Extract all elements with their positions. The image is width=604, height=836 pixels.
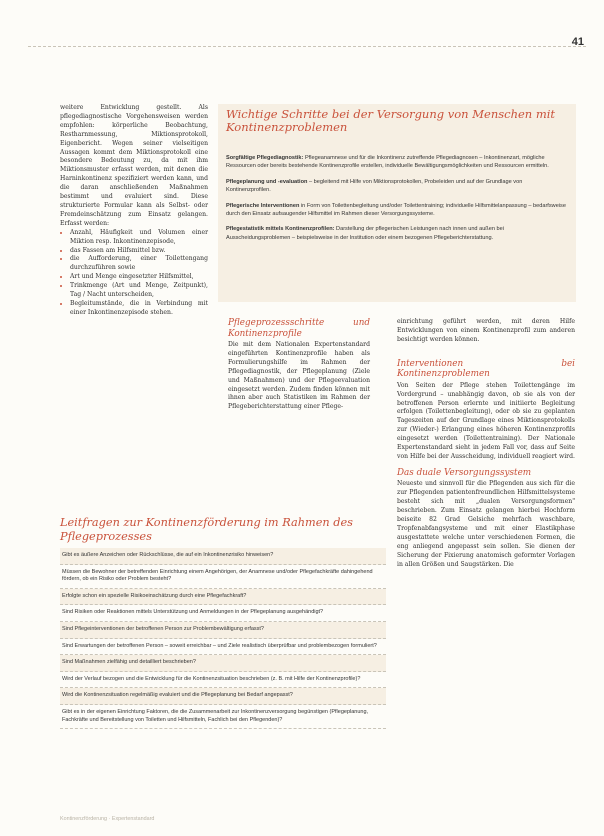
guide-question: Sind Pflegeinterventionen der betroffenen Person zur Problembewältigung erfasst? [60, 622, 386, 639]
guide-question: Erfolgte schon ein spezielle Risikoeinschätzung durch eine Pflegefachkraft? [60, 589, 386, 606]
info-box-paragraph: Pflegestatistik mittels Kontinenzprofilen: Darstellung der pflegerischen Leistungen nach innen und außen bei Ausscheidungsproblemen – beispielsweise in der Institution oder einem bezogenen Pflegeberichterstattung. [226, 226, 504, 241]
right-column [397, 318, 575, 569]
guide-question: Sind Risiken oder Reaktionen mittels Unterstützung und Anmeldungen in der Pflegeplanung ausgehändigt? [60, 605, 386, 622]
info-box-title: Wichtige Schritte bei der Versorgung von Menschen mit Kontinenzproblemen [226, 107, 556, 134]
guide-question: Müssen die Bewohner der betreffenden Einrichtung einem Angehörigen, der Anamnese und/oder Pflegefachkräfte dahingehend fördern, ob ein Risiko oder Problem besteht? [60, 565, 386, 589]
list-item: • das Fassen am Hilfsmittel bzw. [70, 247, 208, 256]
list-item: • die Aufforderung, einer Toilettengang durchzuführen sowie [70, 255, 208, 273]
info-box-paragraph: Pflegeplanung und -evaluation – begleitend mit Hilfe von Miktionsprotokollen, Probeleiden und auf der Grundlage von Kontinenzprofilen. [226, 178, 523, 194]
guide-question: Sind Maßnahmen zielfähig und detailliert beschrieben? [60, 655, 386, 672]
info-box-paragraph: Sorgfältige Pflegediagnostik: Pflegeanamnese und für die Inkontinenz zutreffende Pflegediagnosen – Inkontinenzart, mögliche Ressourcen oder bereits bestehende Kontinenzprofile erstellen, individuelle Bewältigungsmöglichkeiten und Ressourcen ermitteln. [226, 155, 549, 170]
right-column-text: Neueste und sinnvoll für die Pflegenden aus sich für die zur Pflegenden patientenfreundlichen Hilfsmittelsysteme besteht sich mit „dualen Versorgungsformen" beschrieben. Zum Einsatz gelangen hierbei Hochform beiseite 82 Grad Gelsiche mehrfach waschbare, Tropfenabfangsysteme und mit einer Elastikphase ausgestattete welche unter verschiedenen Formen, die eng anliegend angepasst sein sollen. Sie dienen der Sicherung der Fixierung anatomisch geformter Vorlagen in allen Größen und Saugstärken. Die [397, 480, 575, 568]
left-column-bullet-list [60, 229, 208, 318]
page-number: 41 [571, 36, 584, 48]
list-item: • Art und Menge eingesetzter Hilfsmittel, [70, 273, 208, 282]
middle-column-text: Die mit dem Nationalen Expertenstandard eingeführten Kontinenzprofile haben als Formulierungshilfe im Rahmen der Pflegediagnostik, der Pflegeplanung (Ziele und Maßnahmen) und der Pflegeevaluation eingesetzt werden. Zudem finden können mit ihnen aber auch Statistiken im Rahmen der Pflegeberichterstattung einer Pflege- [228, 341, 370, 411]
page-footer: Kontinenzförderung · Expertenstandard [60, 816, 155, 822]
guide-question: Wird die Kontinenzsituation regelmäßig evaluiert und die Pflegeplanung bei Bedarf angepasst? [60, 688, 386, 705]
list-item: • Trinkmenge (Art und Menge, Zeitpunkt), Tag / Nacht unterscheiden, [70, 282, 208, 300]
section-heading: Pflegeprozessschritte und Kontinenzprofile [228, 318, 370, 339]
section-heading: Interventionen bei Kontinenzproblemen [397, 358, 575, 380]
left-column [60, 104, 208, 318]
guide-question: Gibt es in der eigenen Einrichtung Faktoren, die die Zusammenarbeit zur Inkontinenzversorgung begünstigen (Pflegeplanung, Fachkräfte und Bereitstellung von Toiletten und Hilfsmitteln, Fachlich bei den Pflegenden)? [60, 705, 386, 729]
header-rule [28, 46, 586, 47]
info-box-body [226, 154, 568, 249]
guide-question: Gibt es äußere Anzeichen oder Rückschlüsse, die auf ein Inkontinenzrisiko hinweisen? [60, 548, 386, 565]
guide-title: Leitfragen zur Kontinenzförderung im Rahmen des Pflegeprozesses [60, 516, 353, 543]
info-box-paragraph: Pflegerische Interventionen in Form von Toilettenbegleitung und/oder Toilettentraining; individuelle Hilfsmittelanpassung – bedarfsweise durch den Einsatz aufsaugender Hilfsmittel im Rahmen dieser Versorgungssysteme. [226, 202, 566, 218]
list-item: • Begleitumstände, die in Verbindung mit einer Inkontinenzepisode stehen. [70, 300, 208, 318]
section-heading: Das duale Versorgungssystem [397, 467, 532, 478]
guide-question: Wird der Verlauf bezogen und die Entwicklung für die Kontinenzsituation beschrieben (z. B. mit Hilfe der Kontinenzprofile)? [60, 672, 386, 689]
right-column-intro: einrichtung geführt werden, mit deren Hilfe Entwicklungen von einem Kontinenzprofil zum anderen besichtigt werden können. [397, 318, 575, 343]
left-column-text: weitere Entwicklung gestellt. Als pflegediagnostische Vorgehensweisen werden empfohlen: körperliche Beobachtung, Restharnmessung, Miktionsprotokoll, Eigenbericht. Wegen seiner vielseitigen Aussagen kommt dem Miktionsprotokoll eine besondere Bedeutung zu, da mit ihm Miktionsmuster erfasst werden, mit denen die Harninkontinenz spezifiziert werden kann, und die daran anschließenden Maßnahmen bestimmt und evaluiert sind. Diese strukturierte Formular kann als Selbst- oder Fremdeinschätzung zum Einsatz gelangen. Erfasst werden: [60, 104, 208, 227]
list-item: • Anzahl, Häufigkeit und Volumen einer Miktion resp. Inkontinenzepisode, [70, 229, 208, 247]
guide-question-list [60, 548, 386, 729]
middle-column [228, 318, 370, 412]
guide-question: Sind Erwartungen der betroffenen Person – soweit erreichbar – und Ziele realistisch überprüfbar und problembezogen formuliert? [60, 639, 386, 656]
right-column-text: Von Seiten der Pflege stehen Toilettengänge im Vordergrund – unabhängig davon, ob sie als von der betroffenen Person erlernte und initiierte Begleitung erfolgen (Toilettenbegleitung), oder ob sie zu geplanten Tageszeiten auf der Grundlage eines Miktionsprotokolls zur (Wieder-) Erlangung eines höheren Kontinenzprofils eingesetzt werden (Toilettentraining). Der Nationale Expertenstandard sieht in jedem Fall vor, dass auf Seite von Hilfe bei der Ausscheidung, individuell reagiert wird. [397, 381, 575, 460]
